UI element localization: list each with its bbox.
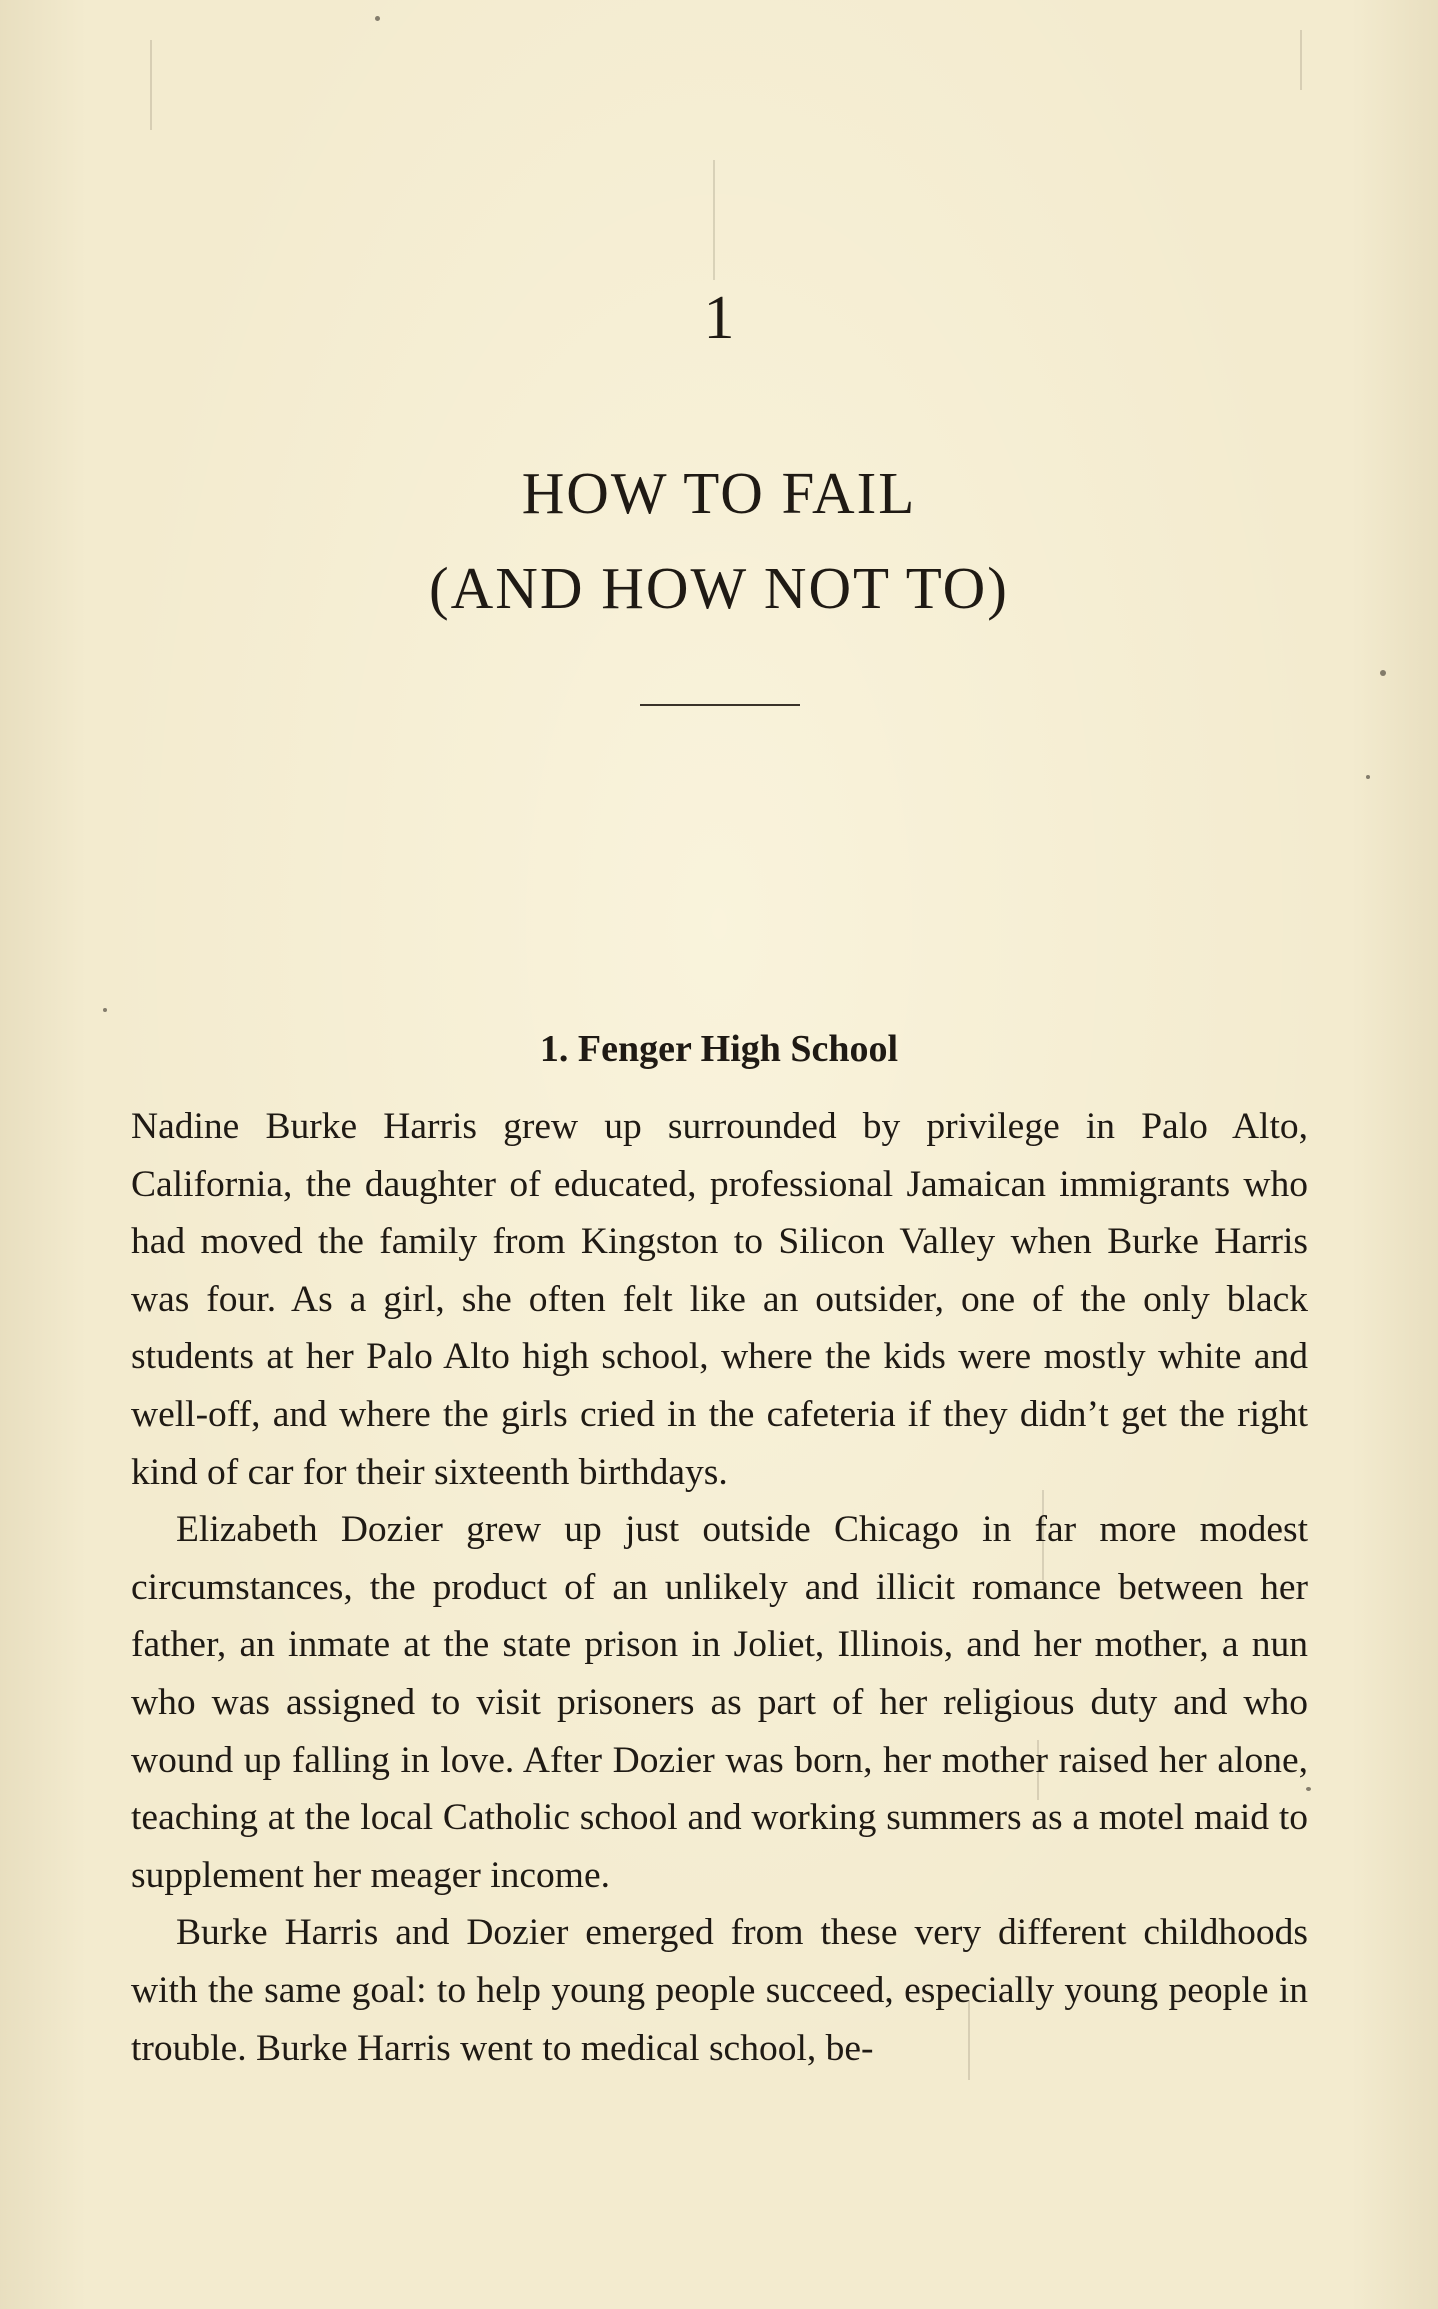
paragraph-1: Nadine Burke Harris grew up surrounded by privilege in Palo Alto, California, the daughter of educated, professional Jamaican immigrants who had moved the family from Kingston to Silicon Valley when Burke Harris was four. As a girl, she often felt like an outsider, one of the only black students at her Palo Alto high school, where the kids were mostly white and well-off, and where the girls cried in the cafeteria if they didn’t get the right kind of car for their sixteenth birthdays. (131, 1106, 1308, 1493)
paragraph-2: Elizabeth Dozier grew up just outside Chicago in far more modest circumstances, the product of an unlikely and illicit romance between her father, an inmate at the state prison in Joliet, Illinois, and her mother, a nun who was assigned to visit prisoners as part of her religious duty and who wound up falling in love. After Dozier was born, her mother raised her alone, teaching at the local Catholic school and working summers as a motel maid to supplement her meager income. (131, 1509, 1308, 1896)
paper-speck (1380, 670, 1386, 676)
paper-speck (1366, 775, 1370, 779)
chapter-number: 1 (703, 284, 735, 352)
paper-speck (375, 16, 380, 21)
chapter-title-line-2: (AND HOW NOT TO) (429, 555, 1009, 621)
body-text (131, 1098, 1308, 2077)
chapter-title (0, 446, 1438, 636)
title-divider (640, 704, 800, 706)
page-crease-left (150, 40, 152, 130)
paper-speck (103, 1008, 107, 1012)
paragraph-3: Burke Harris and Dozier emerged from these very different childhoods with the same goal: to help young people succeed, especially young people in trouble. Burke Harris went to medical school, be- (131, 1912, 1308, 2069)
page-crease-right (1300, 30, 1302, 90)
section-heading: 1. Fenger High School (539, 1028, 899, 1070)
chapter-title-line-1: HOW TO FAIL (521, 460, 917, 526)
